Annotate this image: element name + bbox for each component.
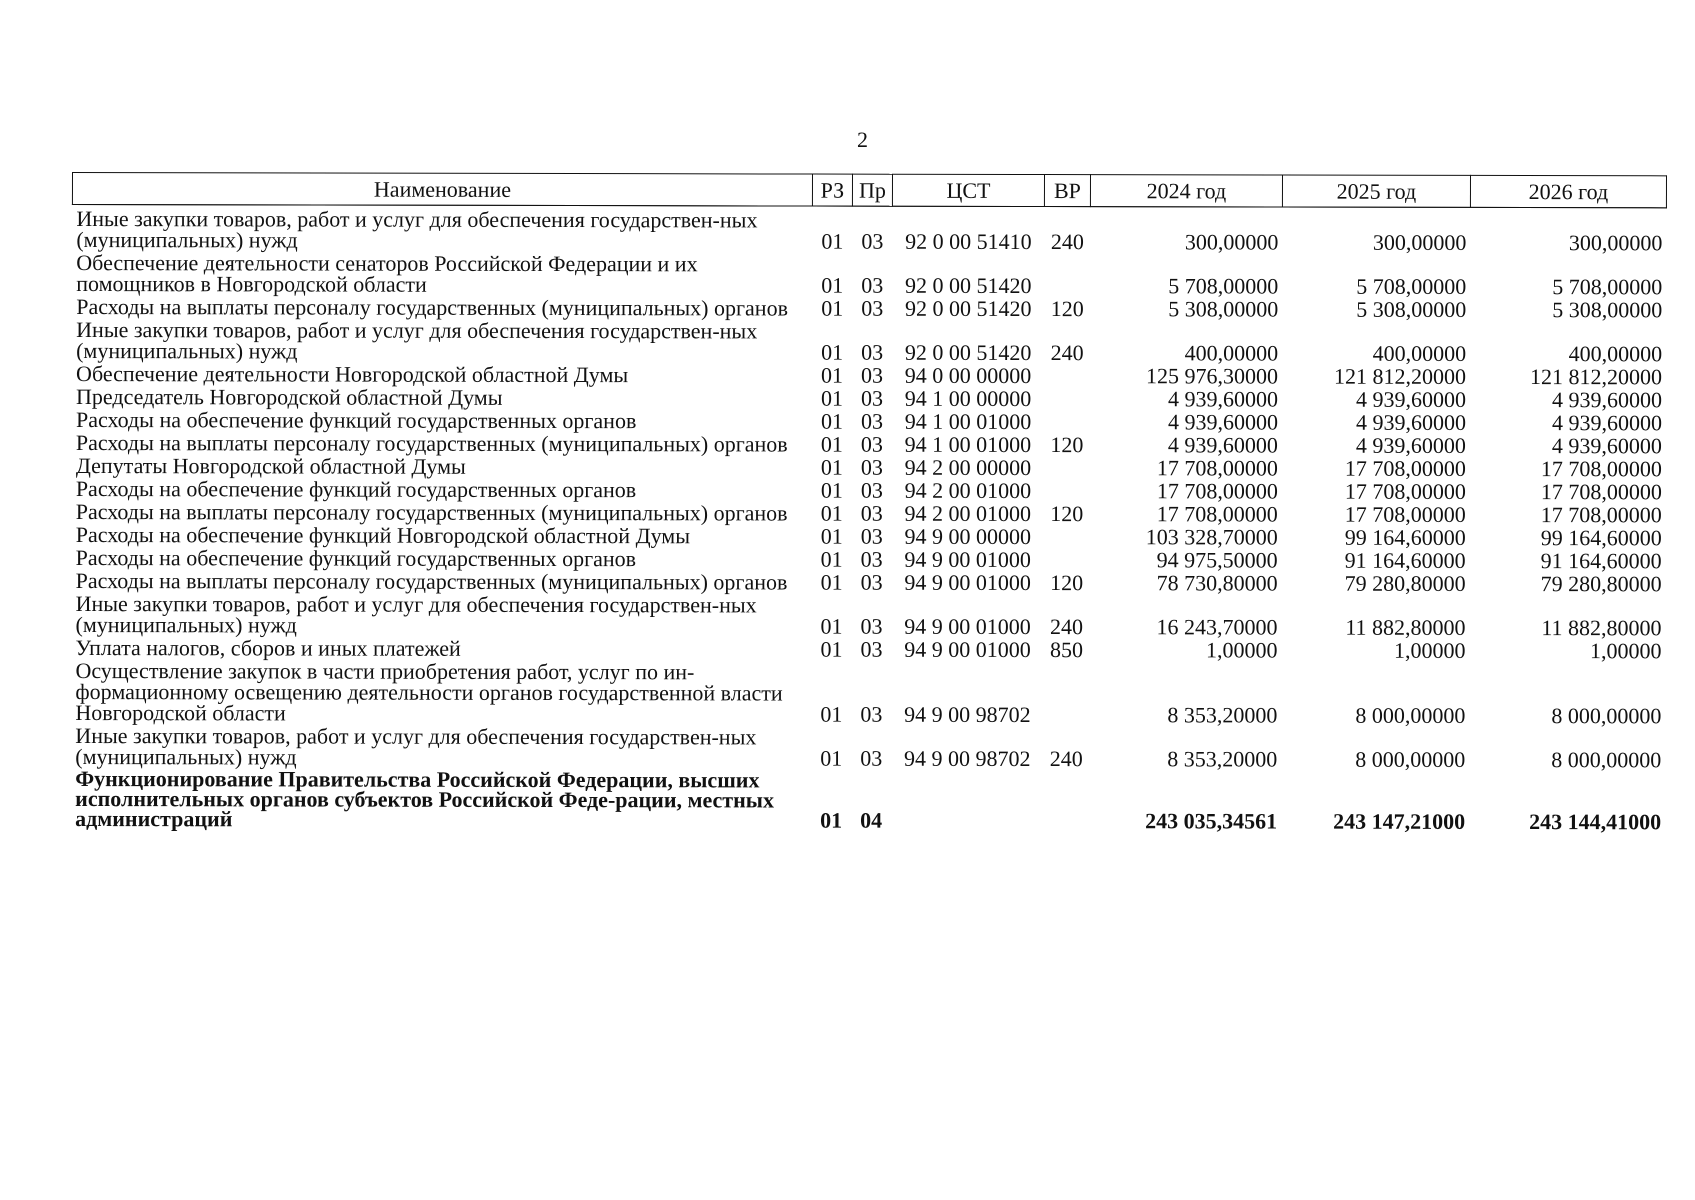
cell-2024: 8 353,20000 [1167,702,1278,728]
cell-name: Расходы на обеспечение функций Новгородской областной Думы [75,522,691,549]
cell-pr: 03 [860,613,883,639]
page-number: 2 [857,127,868,152]
cell-2026: 8 000,00000 [1551,747,1662,773]
cell-rz: 01 [820,500,843,526]
cell-2024: 94 975,50000 [1156,547,1278,573]
cell-cst: 94 9 00 98702 [904,701,1031,728]
cell-rz: 01 [820,636,843,662]
cell-pr: 03 [860,477,883,503]
cell-2024: 8 353,20000 [1167,746,1278,772]
column-header-cst: ЦСТ [892,174,1044,206]
cell-rz: 01 [820,546,843,572]
cell-2026: 99 164,60000 [1540,525,1662,551]
cell-2026: 79 280,80000 [1540,571,1662,597]
cell-2025: 8 000,00000 [1355,702,1466,728]
cell-2024: 17 708,00000 [1156,501,1278,527]
cell-vr: 120 [1050,501,1084,527]
cell-2024: 300,00000 [1184,229,1279,255]
cell-2025: 8 000,00000 [1355,746,1466,772]
cell-cst: 94 1 00 01000 [904,408,1032,435]
cell-2025: 91 164,60000 [1344,547,1466,573]
cell-2026: 400,00000 [1568,341,1663,367]
cell-pr: 03 [861,228,884,254]
column-header-pr: Пр [852,174,892,206]
cell-rz: 01 [821,272,844,298]
cell-vr [1044,388,1090,411]
cell-rz: 01 [820,745,843,771]
cell-rz: 01 [821,295,844,321]
cell-vr: 120 [1050,432,1084,458]
cell-2025: 99 164,60000 [1344,524,1466,550]
cell-cst: 94 2 00 01000 [904,477,1032,504]
cell-cst: 94 0 00 00000 [904,362,1032,389]
cell-name: Расходы на выплаты персоналу государственных (муниципальных) органов [75,430,788,457]
cell-2026: 4 939,60000 [1552,387,1663,413]
table-row [72,593,1666,640]
cell-2025: 17 708,00000 [1344,478,1466,504]
cell-2026: 11 882,80000 [1541,615,1662,641]
cell-name: Обеспечение деятельности Новгородской областной Думы [76,361,629,388]
cell-2025: 243 147,21000 [1333,808,1466,834]
cell-2025: 17 708,00000 [1344,501,1466,527]
cell-vr [1043,662,1089,727]
column-header-2025: 2025 год [1282,175,1470,207]
cell-name: Расходы на выплаты персоналу государственных (муниципальных) органов [75,568,788,595]
cell-name: Осуществление закупок в части приобретения работ, услуг по ин-формационному освещению деятельности органов государственной власти Новгородской области [75,658,783,726]
table-row [72,252,1666,299]
cell-rz: 01 [820,477,843,503]
table-row [71,725,1665,772]
cell-2026: 121 812,20000 [1530,364,1663,390]
cell-2026: 243 144,41000 [1529,809,1662,835]
cell-cst: 94 9 00 01000 [904,613,1031,640]
cell-2025: 5 308,00000 [1356,296,1467,322]
table-row [71,660,1665,728]
cell-cst: 92 0 00 51420 [904,339,1032,366]
cell-2024: 17 708,00000 [1156,455,1278,481]
cell-name: Обеспечение деятельности сенаторов Российской Федерации и их помощников в Новгородской области [76,250,698,297]
table-row [72,205,1666,256]
cell-pr: 03 [860,701,883,727]
cell-name: Иные закупки товаров, работ и услуг для обеспечения государствен-ных (муниципальных) нужд [75,723,757,770]
cell-rz: 01 [820,701,843,727]
cell-pr: 03 [860,745,883,771]
cell-cst: 94 9 00 00000 [904,523,1032,550]
cell-2026: 17 708,00000 [1540,502,1662,528]
cell-2025: 300,00000 [1372,229,1467,255]
cell-pr: 03 [860,569,883,595]
cell-vr [1044,526,1090,549]
cell-2024: 4 939,60000 [1167,409,1279,435]
cell-2024: 78 730,80000 [1156,570,1278,596]
cell-2026: 5 708,00000 [1552,274,1663,300]
cell-rz: 01 [821,228,844,254]
cell-name: Председатель Новгородской областной Думы [76,384,503,410]
column-header-rz: РЗ [812,174,852,206]
cell-pr: 03 [861,339,884,365]
cell-2024: 243 035,34561 [1145,808,1278,834]
cell-rz: 01 [821,362,844,388]
cell-rz: 01 [820,807,843,833]
cell-rz: 01 [820,569,843,595]
cell-rz: 01 [821,339,844,365]
cell-cst: 94 1 00 00000 [904,385,1032,412]
cell-vr: 240 [1050,340,1084,366]
cell-2024: 17 708,00000 [1156,478,1278,504]
cell-2026: 5 308,00000 [1552,297,1663,323]
cell-rz: 01 [820,613,843,639]
column-header-name: Наименование [72,173,812,207]
cell-pr: 03 [860,431,883,457]
cell-name: Уплата налогов, сборов и иных платежей [75,635,461,661]
cell-2025: 17 708,00000 [1344,455,1466,481]
cell-name: Расходы на выплаты персоналу государственных (муниципальных) органов [76,294,789,321]
cell-cst: 94 1 00 01000 [904,431,1032,458]
budget-table-container [71,172,1666,834]
cell-2026: 1,00000 [1589,638,1662,664]
cell-pr: 03 [860,408,884,434]
cell-2025: 5 708,00000 [1356,273,1467,299]
cell-name: Расходы на обеспечение функций государственных органов [75,476,637,503]
cell-2026: 8 000,00000 [1551,703,1662,729]
cell-pr: 03 [861,385,884,411]
cell-pr: 03 [860,546,883,572]
cell-rz: 01 [820,431,843,457]
table-header-row [72,173,1666,208]
cell-vr [1044,457,1090,480]
cell-2024: 5 308,00000 [1168,296,1279,322]
cell-rz: 01 [820,523,843,549]
cell-name: Иные закупки товаров, работ и услуг для обеспечения государствен-ных (муниципальных) нужд [75,591,757,638]
cell-2025: 4 939,60000 [1356,386,1467,412]
cell-cst: 94 2 00 00000 [904,454,1032,481]
cell-pr: 03 [860,523,883,549]
cell-2024: 400,00000 [1184,340,1279,366]
cell-name: Расходы на обеспечение функций государственных органов [75,407,637,434]
table-row [71,769,1665,834]
cell-2025: 11 882,80000 [1345,614,1466,640]
cell-pr: 04 [860,807,883,833]
cell-2026: 4 939,60000 [1551,410,1663,436]
cell-2025: 400,00000 [1372,340,1467,366]
cell-2025: 1,00000 [1393,637,1466,663]
cell-2026: 17 708,00000 [1540,479,1662,505]
cell-2025: 4 939,60000 [1355,409,1467,435]
cell-cst: 92 0 00 51420 [904,295,1032,322]
cell-vr [1044,411,1090,434]
cell-vr: 850 [1049,637,1084,663]
cell-vr: 120 [1050,296,1084,322]
column-header-2026: 2026 год [1470,175,1666,207]
table-row [72,319,1666,366]
cell-pr: 03 [860,500,883,526]
cell-vr: 240 [1050,229,1084,255]
cell-cst [891,771,1043,833]
cell-2024: 1,00000 [1205,637,1278,663]
cell-name: Иные закупки товаров, работ и услуг для обеспечения государствен-ных (муниципальных) нужд [76,317,758,364]
cell-name: Расходы на выплаты персоналу государственных (муниципальных) органов [75,499,788,526]
cell-rz: 01 [820,408,844,434]
cell-vr: 120 [1050,570,1084,596]
cell-2026: 300,00000 [1568,230,1663,256]
cell-name: Расходы на обеспечение функций государственных органов [75,545,637,572]
cell-vr: 240 [1050,614,1084,640]
cell-2024: 5 708,00000 [1168,273,1279,299]
cell-2024: 4 939,60000 [1167,432,1278,458]
cell-cst: 94 2 00 01000 [904,500,1032,527]
cell-rz: 01 [821,385,844,411]
cell-rz: 01 [820,454,843,480]
cell-2024: 103 328,70000 [1145,524,1278,550]
cell-2025: 121 812,20000 [1334,363,1467,389]
cell-cst: 92 0 00 51420 [904,272,1032,299]
cell-name: Функционирование Правительства Российской Федерации, высших исполнительных органов субъектов Российской Феде-рации, местных администраций [75,766,775,832]
cell-2026: 17 708,00000 [1540,456,1662,482]
cell-2024: 125 976,30000 [1146,363,1279,389]
cell-name: Иные закупки товаров, работ и услуг для обеспечения государствен-ных (муниципальных) нужд [76,206,758,253]
cell-pr: 03 [860,636,883,662]
cell-pr: 03 [861,272,884,298]
cell-vr [1044,549,1090,572]
cell-vr [1044,254,1090,298]
cell-2026: 4 939,60000 [1551,433,1662,459]
cell-cst: 94 9 00 01000 [904,636,1031,663]
cell-cst: 94 9 00 01000 [904,546,1031,573]
column-header-vr: ВР [1044,175,1090,207]
budget-table [71,172,1667,834]
cell-cst: 94 9 00 01000 [904,569,1031,596]
cell-vr: 240 [1049,746,1083,772]
column-header-2024: 2024 год [1090,175,1282,207]
cell-2025: 79 280,80000 [1344,570,1466,596]
cell-pr: 03 [860,454,883,480]
cell-2025: 4 939,60000 [1355,432,1466,458]
cell-name: Депутаты Новгородской областной Думы [75,453,466,479]
cell-pr: 03 [861,362,884,388]
cell-2026: 91 164,60000 [1540,548,1662,574]
cell-vr [1044,480,1090,503]
cell-2024: 4 939,60000 [1168,386,1279,412]
cell-2024: 16 243,70000 [1156,614,1278,640]
cell-cst: 94 9 00 98702 [903,745,1031,772]
cell-pr: 03 [861,295,884,321]
cell-cst: 92 0 00 51410 [905,228,1032,255]
cell-vr [1044,365,1090,388]
cell-vr [1043,771,1089,833]
